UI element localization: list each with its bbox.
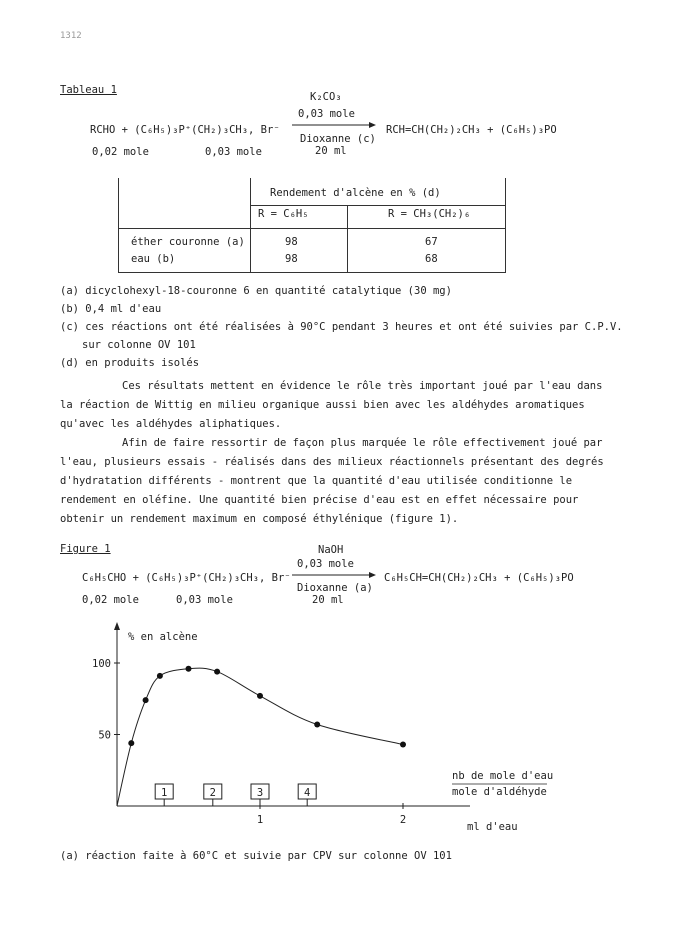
figure-reagent-amount: 0,03 mole bbox=[297, 558, 354, 570]
ratio-box-label: 2 bbox=[209, 787, 216, 799]
table-header: Rendement d'alcène en % (d) bbox=[270, 187, 441, 199]
table-cell: 98 bbox=[285, 236, 298, 248]
ratio-box-label: 1 bbox=[161, 787, 168, 799]
table-col2: R = CH₃(CH₂)₆ bbox=[388, 208, 471, 220]
x-axis-label: ml d'eau bbox=[467, 821, 518, 833]
table-cell: 68 bbox=[425, 253, 438, 265]
note-d: (d) en produits isolés bbox=[60, 357, 200, 369]
y-axis-arrow bbox=[114, 622, 120, 630]
data-point bbox=[314, 721, 320, 727]
paragraph-1: Ces résultats mettent en évidence le rôle très important joué par l'eau dans la réaction de Wittig en milieu organique aussi bien avec les aldéhydes aromatiques qu'avec les aldéhydes aliphatiques. bbox=[60, 380, 603, 430]
ratio-box-label: 4 bbox=[304, 787, 311, 799]
figure-solvent-volume: 20 ml bbox=[312, 594, 344, 606]
note-a: (a) dicyclohexyl-18-couronne 6 en quantité catalytique (30 mg) bbox=[60, 285, 452, 297]
tableau-solvent-volume: 20 ml bbox=[315, 145, 347, 157]
data-point bbox=[400, 742, 406, 748]
data-point bbox=[157, 673, 163, 679]
x-tick-label: 2 bbox=[399, 814, 407, 826]
ratio-label-top: nb de mole d'eau bbox=[452, 770, 554, 782]
figure-solvent: Dioxanne (a) bbox=[297, 582, 373, 594]
note-c-cont: sur colonne OV 101 bbox=[82, 339, 196, 351]
figure-reaction-left: C₆H₅CHO + (C₆H₅)₃P⁺(CH₂)₃CH₃, Br⁻ bbox=[82, 572, 291, 584]
figure-footnote: (a) réaction faite à 60°C et suivie par CPV sur colonne OV 101 bbox=[60, 850, 452, 862]
data-point bbox=[128, 740, 134, 746]
y-tick-label: 100 bbox=[92, 658, 111, 670]
tableau-reagent-top: K₂CO₃ bbox=[310, 91, 342, 103]
tableau-amount-2: 0,03 mole bbox=[205, 146, 262, 158]
page-number: 1312 bbox=[60, 31, 82, 41]
y-axis-label: % en alcène bbox=[128, 631, 198, 643]
ratio-box-label: 3 bbox=[256, 787, 264, 799]
note-b: (b) 0,4 ml d'eau bbox=[60, 303, 162, 315]
figure-amount-1: 0,02 mole bbox=[82, 594, 139, 606]
tableau-solvent: Dioxanne (c) bbox=[300, 133, 376, 145]
table-cell: 67 bbox=[425, 236, 438, 248]
table-row-label: eau (b) bbox=[131, 253, 176, 265]
paragraph-2: Afin de faire ressortir de façon plus marquée le rôle effectivement joué par l'eau, plusieurs essais - réalisés dans des milieux réactionnels présentant des degrés d'hydratation différents - montrent que la quantité d'eau utilisée conditionne le rendement en oléfine. Une quantité bien précise d'eau est en effet nécessaire pour obtenir un rendement maximum en composé éthylénique (figure 1). bbox=[60, 437, 604, 525]
ratio-label-bottom: mole d'aldéhyde bbox=[452, 786, 547, 798]
data-point bbox=[257, 693, 263, 699]
table-col1: R = C₆H₅ bbox=[258, 208, 309, 220]
table-cell: 98 bbox=[285, 253, 298, 265]
data-point bbox=[214, 669, 220, 675]
figure-reaction-right: C₆H₅CH=CH(CH₂)₂CH₃ + (C₆H₅)₃PO bbox=[384, 572, 574, 584]
tableau-label: Tableau 1 bbox=[60, 84, 117, 96]
table-row-label: éther couronne (a) bbox=[131, 236, 245, 248]
figure-reagent-top: NaOH bbox=[318, 544, 344, 556]
data-point bbox=[143, 697, 149, 703]
tableau-reaction-left: RCHO + (C₆H₅)₃P⁺(CH₂)₃CH₃, Br⁻ bbox=[90, 124, 280, 136]
x-tick-label: 1 bbox=[256, 814, 264, 826]
tableau-amount-1: 0,02 mole bbox=[92, 146, 149, 158]
figure-amount-2: 0,03 mole bbox=[176, 594, 233, 606]
y-tick-label: 50 bbox=[98, 729, 111, 742]
figure-label: Figure 1 bbox=[60, 543, 111, 555]
data-point bbox=[186, 666, 192, 672]
tableau-reagent-amount: 0,03 mole bbox=[298, 108, 355, 120]
tableau-reaction-right: RCH=CH(CH₂)₂CH₃ + (C₆H₅)₃PO bbox=[386, 124, 557, 136]
series-line bbox=[117, 668, 403, 806]
note-c: (c) ces réactions ont été réalisées à 90°C pendant 3 heures et ont été suivies par C.P.V. bbox=[60, 321, 623, 333]
